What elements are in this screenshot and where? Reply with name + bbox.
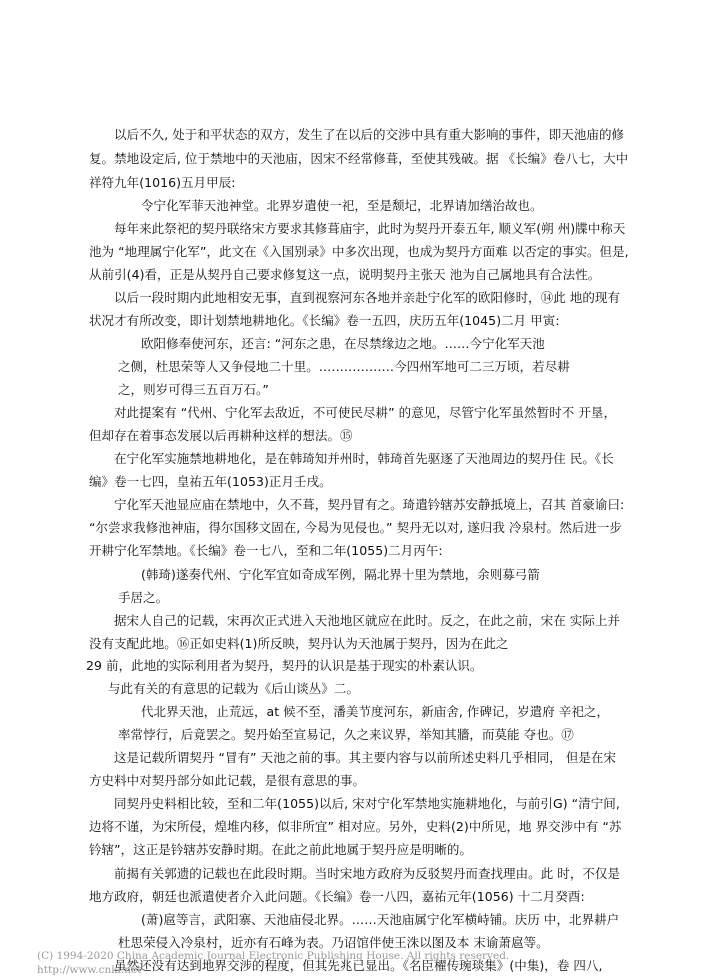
text-line: 杜思荣侵入冷泉村，近亦有石峰为表。乃诏馆伴使王洙以图及本 末谕萧扈等。 (118, 935, 549, 950)
text-line: 以后一段时期内此地相安无事，直到视察河东各地并亲赴宁化军的欧阳修时，⑭此 地的现有 (114, 290, 621, 305)
text-line: 每年来此祭祀的契丹联络宋方要求其修葺庙宇，此时为契丹开泰五年, 顺义军(朔 州)牒中称天 (114, 221, 626, 236)
text-line: 令宁化军菲天池神堂。北界岁遣使一祀，至是颓圮，北界请加缮治故也。 (141, 198, 543, 213)
text-line: 开耕宁化军禁地。《长编》卷一七八，至和二年(1055)二月丙午: (89, 543, 443, 558)
text-line: 前揭有关郭遗的记载也在此段时期。当时宋地方政府为反驳契丹而查找理由。此 时，不仅是 (114, 866, 621, 881)
text-line: “尔尝求我修池神庙，得尔国移文固在, 今曷为见侵也。” 契丹无以对, 遂归我 冷泉村。然后进一步 (89, 520, 622, 535)
text-line: 29 前，此地的实际利用者为契丹，契丹的认识是基于现实的朴素认识。 (86, 658, 483, 673)
text-line: 同契丹史料相比较，至和二年(1055)以后, 宋对宁化军禁地实施耕地化，与前引G) “清宁间, (114, 796, 620, 811)
text-line: 祥符九年(1016)五月甲辰: (89, 175, 236, 190)
text-line: 率常悖行，后竟罢之。契丹始至宣易记，久之来议界，举知其牆，而莫能 夺也。⑰ (118, 727, 574, 742)
text-line: 宁化军天池显应庙在禁地中，久不葺，契丹冒有之。琦遣钤辖苏安静抵境上，召其 首豪谕曰: (114, 497, 625, 512)
text-line: 代北界天池，止荒远，at 候不至，潘美节度河东，新庙舍, 作碑记，岁遣府 辛祀之， (141, 704, 610, 719)
text-line: 以后不久, 处于和平状态的双方，发生了在以后的交涉中具有重大影响的事件，即天池庙的修 (114, 127, 625, 142)
text-line: 但却存在着事态发展以后再耕种这样的想法。⑮ (89, 428, 353, 443)
text-line: 方史料中对契丹部分如此记载，是很有意思的事。 (89, 773, 366, 788)
text-line: (萧)扈等言，武阳寨、天池庙侵北界。……天池庙属宁化军横峙铺。庆历 中，北界耕户 (141, 912, 620, 927)
text-line: (韩琦)遂奏代州、宁化军宜如奇成军例，隔北界十里为禁地，余则募弓箭 (141, 567, 540, 582)
text-line: 这是记载所谓契丹 “冒有” 天池之前的事。其主要内容与以前所述史料几乎相同， 但是在宋 (114, 750, 617, 765)
text-line: 从前引(4)看，正是从契丹自己要求修复这一点，说明契丹主张天 池为自己属地具有合法性。 (89, 267, 601, 282)
text-line: 与此有关的有意思的记载为《后山谈丛》二。 (108, 681, 360, 696)
text-line: 虽然还没有达到地界交涉的程度，但其先兆已显出。《名臣櫂传琬琰集》(中集)，卷 四八, (114, 958, 603, 973)
text-line: 钤辖”，这正是钤辖苏安静时期。在此之前此地属于契丹应是明晰的。 (89, 842, 473, 857)
text-line: 欧阳修奉使河东，还言: “河东之患，在尽禁缘边之地。……今宁化军天池 (141, 336, 545, 351)
text-line: 地方政府，朝廷也派遣使者介入此问题。《长编》卷一八四，嘉祐元年(1056) 十二月癸酉: (89, 889, 585, 904)
text-line: 在宁化军实施禁地耕地化，是在韩琦知并州时，韩琦首先驱逐了天池周边的契丹住 民。《长 (114, 451, 614, 466)
footer-copyright: (C) 1994-2020 China Academic Journal Electronic Publishing House. All rights reserved. (37, 950, 510, 962)
text-line: 池为 “地理属宁化军”，此文在《入国别录》中多次出现，也成为契丹方面难 以否定的事实。但是, (89, 244, 629, 259)
text-line: 之侧，杜思荣等人又争侵地二十里。………………今四州军地可二三万顷，若尽耕 (118, 359, 570, 374)
text-line: 对此提案有 “代州、宁化军去敌近，不可使民尽耕” 的意见，尽管宁化军虽然暂时不 开垦， (114, 405, 617, 420)
text-line: 状况才有所改变，即计划禁地耕地化。《长编》卷一五四，庆历五年(1045)二月 甲寅: (89, 313, 560, 328)
text-line: 复。禁地设定后, 位于禁地中的天池庙，因宋不经常修葺，至使其残破。据 《长编》卷八七，大中 (89, 151, 629, 166)
footer-url: http://www.cnki.net (37, 964, 142, 976)
text-line: 编》卷一七四，皇祐五年(1053)正月壬戌。 (89, 474, 332, 489)
text-line: 之，则岁可得三五百万石。” (118, 382, 269, 397)
text-line: 没有支配此地。⑯正如史料(1)所反映，契丹认为天池属于契丹，因为在此之 (89, 636, 509, 651)
text-line: 边将不谨，为宋所侵，煌堆内移，似非所宜” 相对应。另外，史料(2)中所见，地 界交涉中有 “苏 (89, 819, 622, 834)
text-line: 据宋人自己的记载，宋再次正式进入天池地区就应在此时。反之，在此之前，宋在 实际上并 (114, 613, 621, 628)
text-line: 手居之。 (118, 590, 169, 605)
